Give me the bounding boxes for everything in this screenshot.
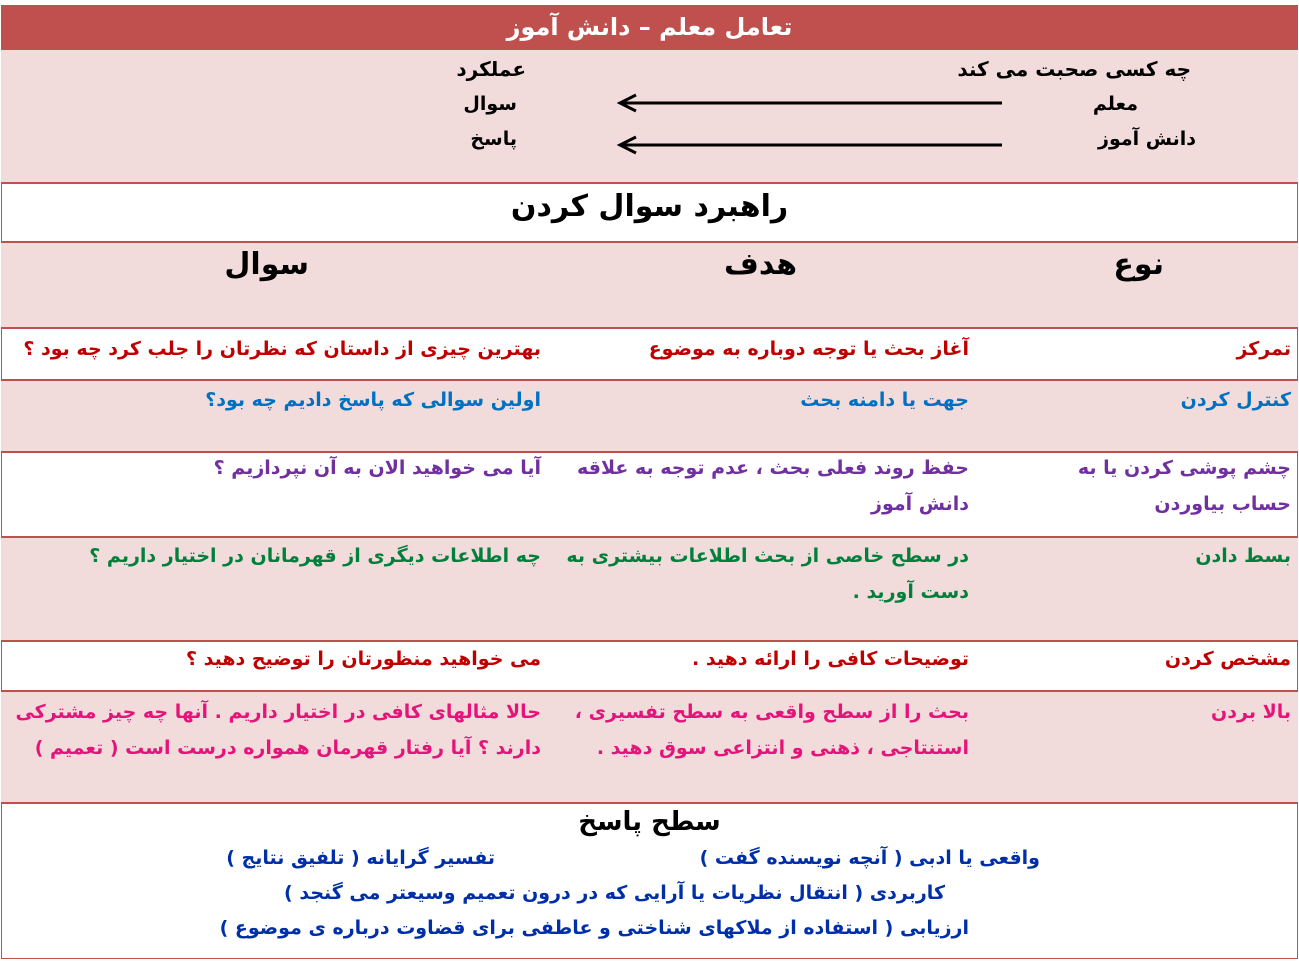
row-goal: بحث را از سطح واقعی به سطح تفسیری ، استنتاجی ، ذهنی و انتزاعی سوق دهید . — [574, 701, 969, 759]
row-type: تمرکز — [1236, 338, 1291, 360]
row-question: می خواهید منظورتان را توضیح دهید ؟ — [185, 648, 541, 670]
row-goal: حفظ روند فعلی بحث ، عدم توجه به علاقه دانش آموز — [577, 457, 969, 515]
row-question: اولین سوالی که پاسخ دادیم چه بود؟ — [205, 389, 541, 411]
row-goal: جهت یا دامنه بحث — [800, 389, 969, 411]
action-answer: پاسخ — [470, 128, 517, 150]
column-header-question: سوال — [224, 247, 309, 282]
divider — [1, 327, 1298, 329]
response-level-evaluative: ارزیابی ( استفاده از ملاکهای شناختی و عاطفی برای قضاوت درباره ی موضوع ) — [219, 917, 969, 939]
column-header-goal: هدف — [724, 247, 797, 282]
row-type: بالا بردن — [1211, 701, 1291, 723]
page-title: تعامل معلم – دانش آموز — [1, 5, 1298, 50]
arrow-left-icon — [612, 135, 1004, 155]
response-level-applied: کاربردی ( انتقال نظریات یا آرایی که در درون تعمیم وسیعتر می گنجد ) — [284, 882, 945, 904]
speaker-student: دانش آموز — [1098, 128, 1196, 150]
row-type: کنترل کردن — [1180, 389, 1291, 411]
strategy-title: راهبرد سوال کردن — [510, 189, 789, 224]
row-question: بهترین چیزی از داستان که نظرتان را جلب کرد چه بود ؟ — [23, 338, 541, 360]
row-type: مشخص کردن — [1164, 648, 1291, 670]
strategy-header-row — [1, 243, 1298, 327]
speaker-teacher: معلم — [1092, 93, 1138, 115]
row-question: آیا می خواهید الان به آن نپردازیم ؟ — [213, 457, 541, 479]
row-type: چشم پوشی کردن یا به حساب بیاوردن — [1077, 457, 1291, 515]
row-question: چه اطلاعات دیگری از قهرمانان در اختیار داریم ؟ — [89, 545, 541, 567]
row-goal: آغاز بحث یا توجه دوباره به موضوع — [648, 338, 969, 360]
response-levels-title: سطح پاسخ — [578, 807, 721, 837]
arrow-left-icon — [612, 93, 1004, 113]
speaker-header: چه کسی صحبت می کند — [957, 57, 1191, 81]
row-goal: در سطح خاصی از بحث اطلاعات بیشتری به دست آورید . — [566, 545, 969, 603]
response-level-interpretive: تفسیر گرایانه ( تلفیق نتایج ) — [226, 847, 495, 869]
action-header: عملکرد — [456, 57, 526, 81]
row-type: بسط دادن — [1195, 545, 1291, 567]
row-question: حالا مثالهای کافی در اختیار داریم . آنها چه چیز مشترکی دارند ؟ آیا رفتار قهرمان همواره درست است ( تعمیم ) — [15, 701, 541, 759]
divider — [1, 182, 1298, 184]
document — [0, 5, 1299, 959]
row-goal: توضیحات کافی را ارائه دهید . — [692, 648, 969, 670]
divider — [1, 802, 1298, 804]
action-question: سوال — [463, 93, 517, 115]
column-header-type: نوع — [1113, 247, 1164, 282]
response-level-literal: واقعی یا ادبی ( آنچه نویسنده گفت ) — [699, 847, 1040, 869]
